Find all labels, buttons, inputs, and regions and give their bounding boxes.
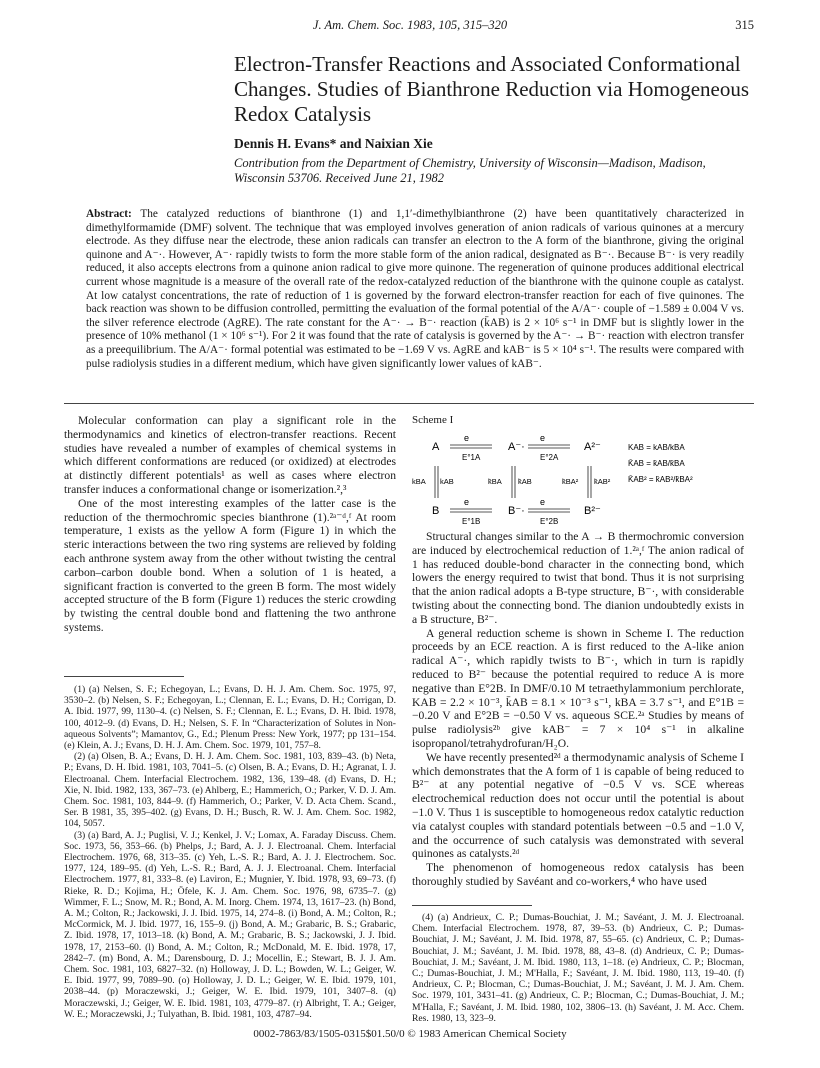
paragraph: Structural changes similar to the A → B thermochromic conversion are induced by electrochemical reduction of 1.²ᵃ,ᶠ The anion radical of 1 has reduced double-bond character in the connecting bond, which lowers the energy required to twist that bond. Thus it is not surprising that the anion radical adopts a B-type structure, B⁻·, with considerable twisting about the connecting bond. The dianion undoubtedly exists in a B structure, B²⁻.	[412, 530, 744, 626]
electron-label: e	[464, 433, 470, 443]
potential-label: E°1B	[462, 517, 481, 526]
footnote-rule	[64, 676, 184, 677]
rate-label: k̄BA²	[562, 477, 579, 486]
section-divider	[64, 403, 754, 404]
scheme-label: Scheme I	[412, 414, 454, 426]
abstract	[86, 208, 744, 371]
rate-label: k̄AB	[518, 477, 532, 486]
electron-label: e	[464, 497, 470, 507]
relation-label: KAB = kAB/kBA	[628, 443, 685, 452]
rate-label: k̄BA	[488, 477, 502, 486]
rate-label: kBA	[412, 477, 426, 486]
species-a-dianion: A²⁻	[584, 441, 601, 453]
footnote: (2) (a) Olsen, B. A.; Evans, D. H. J. Am. Chem. Soc. 1981, 103, 839–43. (b) Neta, P.; Evans, D. H. Ibid. 1981, 103, 7041–5. (c) Olsen, B. A.; Evans, D. H.; Agranat, I. J. Electroanal. Chem. Interfacial Electrochem. 1982, 136, 139–48. (d) Evans, D. H.; Xie, N. Ibid. 1982, 133, 367–73. (e) Ahlberg, E.; Hammerich, O.; Parker, V. D. J. Am. Chem. Soc. 1981, 103, 844–9. (f) Hammerich, O.; Parker, V. D. Acta Chem. Scand., Ser. B 1981, 35, 395–402. (g) Evans, D. H.; Busch, R. W. J. Am. Chem. Soc. 1982, 104, 5057.	[64, 751, 396, 830]
left-column	[64, 414, 396, 635]
page-number: 315	[735, 18, 754, 32]
species-a-radical: A⁻·	[508, 441, 525, 453]
potential-label: E°2B	[540, 517, 559, 526]
authors: Dennis H. Evans* and Naixian Xie	[234, 136, 433, 151]
rate-label: kAB	[440, 477, 454, 486]
right-column	[412, 530, 744, 889]
footnote-rule	[412, 905, 532, 906]
species-b: B	[432, 505, 440, 517]
paragraph: One of the most interesting examples of the latter case is the reduction of the thermochromic species bianthrone (1).²ᵃ⁻ᵈ,ᶠ At room temperature, 1 exists as the yellow A form (Figure 1) in which the steric interactions between the two ring systems are relieved by folding each anthrone system away from the other without twisting the central carbon–carbon double bond. When a solution of 1 is heated, a significant fraction is converted to the green B form. The most widely accepted structure of the B form (Figure 1) reduces the steric crowding by twisting the central double bond and flattening the two anthrone systems.	[64, 496, 396, 634]
page-footer: 0002-7863/83/1505-0315$01.50/0 © 1983 American Chemical Society	[253, 1028, 567, 1040]
article-title: Electron-Transfer Reactions and Associated Conformational Changes. Studies of Bianthrone Reduction via Homogeneous Redox Catalysis	[234, 52, 750, 126]
paragraph: A general reduction scheme is shown in Scheme I. The reduction proceeds by an ECE reaction. A is first reduced to the A-like anion radical A⁻·, which rapidly twists to B⁻·, which in turn is rapidly reduced to B²⁻ because the potential required to reduce A is more negative than E°2B. In DMF/0.10 M tetraethylammonium perchlorate, KAB = 2.2 × 10⁻³, k̄AB = 8.1 × 10⁻³ s⁻¹, kBA = 3.7 s⁻¹, and E°1B = −0.20 V and E°2B = −0.50 V vs. aqueous SCE.²ᵃ Studies by means of pulse radiolysis²ᵇ give kAB⁻ = 7 × 10⁴ s⁻¹ in alkaline isopropanol/tetrahydrofuran/H₂O.	[412, 626, 744, 750]
footnotes-right	[412, 912, 744, 1024]
rate-label: k̄AB²	[594, 477, 611, 486]
journal-citation: J. Am. Chem. Soc. 1983, 105, 315–320	[312, 18, 508, 32]
footnote: (3) (a) Bard, A. J.; Puglisi, V. J.; Kenkel, J. V.; Lomax, A. Faraday Discuss. Chem. Soc. 1973, 56, 353–66. (b) Phelps, J.; Bard, A. J. J. Electroanal. Chem. Interfacial Electrochem. 1976, 68, 313–35. (c) Yeh, L.-S. R.; Bard, A. J. J. Electrochem. Soc. 1977, 124, 189–95. (d) Yeh, L.-S. R.; Bard, A. J. J. Electroanal. Chem. Interfacial Electrochem. 1977, 81, 333–8. (e) Laviron, E.; Mugnier, Y. Ibid. 1978, 93, 69–73. (f) Rieke, R. D.; Kojima, H.; Öfele, K. J. Am. Chem. Soc. 1976, 98, 6735–7. (g) Wimmer, F. L.; Snow, M. R.; Bond, A. M. Inorg. Chem. 1974, 13, 1617–23. (h) Bond, A. M.; Colton, R.; Jackowski, J. J. Ibid. 1975, 14, 274–8. (i) Bond, A. M.; Colton, R.; McCormick, M. J. Ibid. 1977, 16, 155–9. (j) Bond, A. M.; Grabaric, B. S.; Grabaric, Z. Ibid. 1978, 17, 1013–18. (k) Bond, A. M.; Grabaric, B. S.; Jackowski, J. J. Ibid. 1978, 17, 2153–60. (l) Bond, A. M.; Colton, R.; McDonald, M. E. Ibid. 1978, 17, 2842–7. (m) Bond, A. M.; Darensbourg, D. J.; Mocellin, E.; Stewart, B. J. J. Am. Chem. Soc. 1981, 103, 6827–32. (n) Holloway, J. D. L.; Bowden, W. L.; Geiger, W. E. Ibid. 1977, 99, 7089–90. (o) Holloway, J. D. L.; Geiger, W. E. Ibid. 1979, 101, 2038–44. (p) Moraczewski, J.; Geiger, W. E. Ibid. 1979, 101, 3407–8. (q) Moraczewski, J.; Geiger, W. E. Ibid. 1981, 103, 4779–87. (r) Albright, T. A.; Geiger, W. E.; Moraczewski, J.; Tulyathan, B. Ibid. 1981, 103, 4787–94.	[64, 829, 396, 1020]
relation-label: K̄AB² = k̄AB²/k̄BA²	[628, 475, 693, 484]
running-head	[0, 18, 820, 38]
species-a: A	[432, 441, 440, 453]
paragraph: Molecular conformation can play a significant role in the thermodynamics and kinetics of electron-transfer reactions. Recent studies have revealed a number of examples of chemical systems in which different conformations are reduced (or oxidized) at electrodes at distinctly different potentials¹ as well as cases where electron transfer induces a conformational change or isomerization.²,³	[64, 414, 396, 496]
relation-label: K̄AB = k̄AB/k̄BA	[628, 459, 685, 468]
abstract-text: The catalyzed reductions of bianthrone (1) and 1,1′-dimethylbianthrone (2) have been quantitatively characterized in dimethylformamide (DMF) solvent. The technique that was employed involves generation of anion radicals of various quinones at a mercury electrode. As they diffuse near the electrode, these anion radicals can transfer an electron to the A form of the bianthrone, giving the original quinone and A⁻·. However, A⁻· rapidly twists to form the more stable form of the anion radical, designated as B⁻·. Because B⁻· is very readily reduced, it also accepts electrons from a quinone anion radical to give more quinone. The regeneration of quinone produces additional electrical current whose magnitude is a measure of the overall rate of the redox-catalyzed reduction of the bianthrone with the quinone couple as catalyst. At low catalyst concentrations, the rate of reduction of 1 is governed by the forward electron-transfer reaction for each of five quinones. The back reaction was shown to be diffusion controlled, permitting the evaluation of the formal potential of the A/A⁻· couple of −1.589 ± 0.004 V vs. the silver reference electrode (AgRE). The rate constant for the A⁻· → B⁻· reaction (k̄AB) is 2 × 10⁶ s⁻¹ in DMF but is slightly lower in the presence of 10% methanol (1 × 10⁶ s⁻¹). For 2 it was found that the rate of catalysis is governed by the A⁻· → B⁻· reaction with electron transfer as a preequilibrium. The A/A⁻· formal potential was estimated to be −1.69 V vs. AgRE and kAB⁻ is 5 × 10⁴ s⁻¹. The results were compared with pulse radiolysis studies in a different medium, which have given significantly lower values of kAB⁻.	[86, 208, 744, 370]
abstract-label: Abstract:	[86, 208, 132, 220]
electron-label: e	[540, 433, 546, 443]
paragraph: We have recently presented²ᵈ a thermodynamic analysis of Scheme I which demonstrates that the A form of 1 is capable of being reduced to B²⁻ at any potential negative of −0.5 V vs. SCE whereas electrochemical reduction does not occur until the potential is about −1.0 V. Thus 1 is susceptible to homogeneous redox catalytic reduction via catalyst couples with standard potentials between −0.5 and −1.0 V, and the occurrence of such catalysis was demonstrated with several quinones as catalysts.²ᵈ	[412, 750, 744, 861]
species-b-dianion: B²⁻	[584, 505, 601, 517]
species-b-radical: B⁻·	[508, 505, 525, 517]
footnote: (4) (a) Andrieux, C. P.; Dumas-Bouchiat, J. M.; Savéant, J. M. J. Electroanal. Chem. Interfacial Electrochem. 1978, 87, 39–53. (b) Andrieux, C. P.; Dumas-Bouchiat, J. M.; Savéant, J. M. Ibid. 1978, 87, 55–65. (c) Andrieux, C. P.; Dumas-Bouchiat, J. M.; Savéant, J. M. Ibid. 1978, 88, 43–8. (d) Andrieux, C. P.; Dumas-Bouchiat, J. M.; Savéant, J. M. Ibid. 1980, 113, 1–18. (e) Andrieux, C. P.; Blocman, C.; Dumas-Bouchiat, J. M.; M'Halla, F.; Savéant, J. M. Ibid. 1980, 113, 19–40. (f) Andrieux, C. P.; Blocman, C.; Dumas-Bouchiat, J. M.; Savéant, J. M. J. Am. Chem. Soc. 1979, 101, 3431–41. (g) Andrieux, C. P.; Blocman, C.; Dumas-Bouchiat, J. M.; M'Halla, F.; Savéant, J. M. Ibid. 1980, 102, 3806–13. (h) Savéant, J. M. Acc. Chem. Res. 1980, 13, 323–9.	[412, 912, 744, 1024]
electron-label: e	[540, 497, 546, 507]
potential-label: E°2A	[540, 453, 559, 462]
footnote: (1) (a) Nelsen, S. F.; Echegoyan, L.; Evans, D. H. J. Am. Chem. Soc. 1975, 97, 3530–2. (b) Nelsen, S. F.; Echegoyan, L.; Clennan, E. L.; Evans, D. H.; Corrigan, D. A. Ibid. 1977, 99, 1130–4. (c) Nelsen, S. F.; Clennan, E. L.; Evans, D. H. Ibid. 1978, 100, 4012–9. (d) Evans, D. H.; Nelsen, S. F. In “Characterization of Solutes in Non-aqueous Solvents”; Mamantov, G., Ed.; Plenum Press: New York, 1977; pp 131–154. (e) Klein, A. J.; Evans, D. H. J. Am. Chem. Soc. 1979, 101, 757–8.	[64, 684, 396, 752]
affiliation: Contribution from the Department of Chemistry, University of Wisconsin—Madison, Madison, Wisconsin 53706. Received June 21, 1982	[234, 156, 706, 185]
footnotes-left	[64, 684, 396, 1020]
potential-label: E°1A	[462, 453, 481, 462]
paragraph: The phenomenon of homogeneous redox catalysis has been thoroughly studied by Savéant and co-workers,⁴ who have used	[412, 861, 744, 888]
